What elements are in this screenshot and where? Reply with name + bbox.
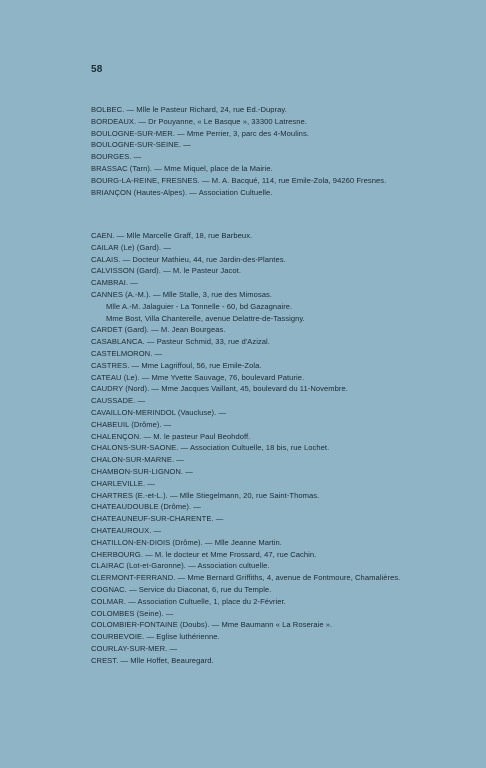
- directory-entry: CHATEAUROUX. —: [91, 525, 162, 535]
- directory-entry: CREST. — Mlle Hoffet, Beauregard.: [91, 655, 214, 665]
- directory-entry: Mme Bost, Villa Chanterelle, avenue Delattre-de-Tassigny.: [106, 313, 305, 323]
- directory-entry: BOURGES. —: [91, 152, 142, 162]
- directory-entry: BRASSAC (Tarn). — Mme Miquel, place de la Mairie.: [91, 163, 273, 173]
- directory-entry: CHABEUIL (Drôme). —: [91, 419, 172, 429]
- directory-entry: BOULOGNE-SUR-MER. — Mme Perrier, 3, parc des 4-Moulins.: [91, 128, 309, 138]
- directory-entry: CARDET (Gard). — M. Jean Bourgeas.: [91, 325, 226, 335]
- directory-entry: CAEN. — Mlle Marcelle Graff, 18, rue Barbeux.: [91, 231, 253, 240]
- directory-entry: CHAMBON-SUR-LIGNON. —: [91, 466, 193, 476]
- directory-entry: CATEAU (Le). — Mme Yvette Sauvage, 76, boulevard Paturie.: [91, 372, 305, 382]
- page-number: 58: [91, 64, 103, 75]
- entries-b-section: [91, 104, 386, 198]
- directory-entry: CLERMONT-FERRAND. — Mme Bernard Griffiths, 4, avenue de Fontmoure, Chamalières.: [91, 573, 401, 583]
- directory-entry: CASTRES. — Mme Lagriffoul, 56, rue Emile-Zola.: [91, 360, 262, 370]
- directory-entry: CANNES (A.-M.). — Mlle Stalle, 3, rue des Mimosas.: [91, 289, 272, 299]
- directory-entry: CAVAILLON-MERINDOL (Vaucluse). —: [91, 407, 227, 417]
- directory-entry: CHARLEVILLE. —: [91, 478, 156, 488]
- directory-entry: CHERBOURG. — M. le docteur et Mme Frossard, 47, rue Cachin.: [91, 549, 317, 559]
- entries-c-section: [91, 230, 400, 666]
- directory-entry: CHATEAUDOUBLE (Drôme). —: [91, 502, 201, 512]
- directory-entry: COLOMBIER-FONTAINE (Doubs). — Mme Baumann « La Roseraie ».: [91, 620, 333, 630]
- directory-entry: CAILAR (Le) (Gard). —: [91, 242, 171, 252]
- directory-entry: COGNAC. — Service du Diaconat, 6, rue du Temple.: [91, 584, 272, 594]
- directory-entry: CASTELMORON. —: [91, 348, 163, 358]
- directory-entry: CHATEAUNEUF-SUR-CHARENTE. —: [91, 514, 224, 524]
- directory-entry: CAMBRAI. —: [91, 278, 138, 288]
- directory-entry: CHARTRES (E.-et-L.). — Mlle Stiegelmann, 20, rue Saint-Thomas.: [91, 490, 320, 500]
- directory-entry: BOURG-LA-REINE, FRESNES. — M. A. Bacqué, 114, rue Emile-Zola, 94260 Fresnes.: [91, 175, 387, 185]
- directory-entry: BOLBEC. — Mlle le Pasteur Richard, 24, rue Ed.-Dupray.: [91, 105, 287, 114]
- directory-entry: CALAIS. — Docteur Mathieu, 44, rue Jardin-des-Plantes.: [91, 254, 286, 264]
- directory-entry: CHALENÇON. — M. le pasteur Paul Beohdoff.: [91, 431, 251, 441]
- directory-entry: BRIANÇON (Hautes-Alpes). — Association Cultuelle.: [91, 187, 273, 197]
- directory-entry: CHALONS-SUR-SAONE. — Association Cultuelle, 18 bis, rue Lochet.: [91, 443, 330, 453]
- directory-entry: CAUDRY (Nord). — Mme Jacques Vaillant, 45, boulevard du 11-Novembre.: [91, 384, 348, 394]
- directory-entry: CASABLANCA. — Pasteur Schmid, 33, rue d'Azizal.: [91, 337, 270, 347]
- directory-entry: CHALON-SUR-MARNE. —: [91, 455, 184, 465]
- directory-entry: CALVISSON (Gard). — M. le Pasteur Jacot.: [91, 266, 241, 276]
- directory-entry: COURBEVOIE. — Eglise luthérienne.: [91, 632, 220, 642]
- directory-entry: COLMAR. — Association Cultuelle, 1, place du 2-Février.: [91, 596, 286, 606]
- directory-entry: BOULOGNE-SUR-SEINE. —: [91, 140, 191, 150]
- directory-entry: COURLAY-SUR-MER. —: [91, 643, 178, 653]
- directory-entry: BORDEAUX. — Dr Pouyanne, « Le Basque », 33300 Latresne.: [91, 116, 307, 126]
- directory-entry: Mlle A.-M. Jalaguier - La Tonnelle - 60, bd Gazagnaire.: [106, 301, 293, 311]
- directory-entry: CHATILLON-EN-DIOIS (Drôme). — Mlle Jeanne Martin.: [91, 537, 282, 547]
- directory-entry: CAUSSADE. —: [91, 396, 146, 406]
- directory-entry: CLAIRAC (Lot-et-Garonne). — Association cultuelle.: [91, 561, 270, 571]
- directory-entry: COLOMBES (Seine). —: [91, 608, 174, 618]
